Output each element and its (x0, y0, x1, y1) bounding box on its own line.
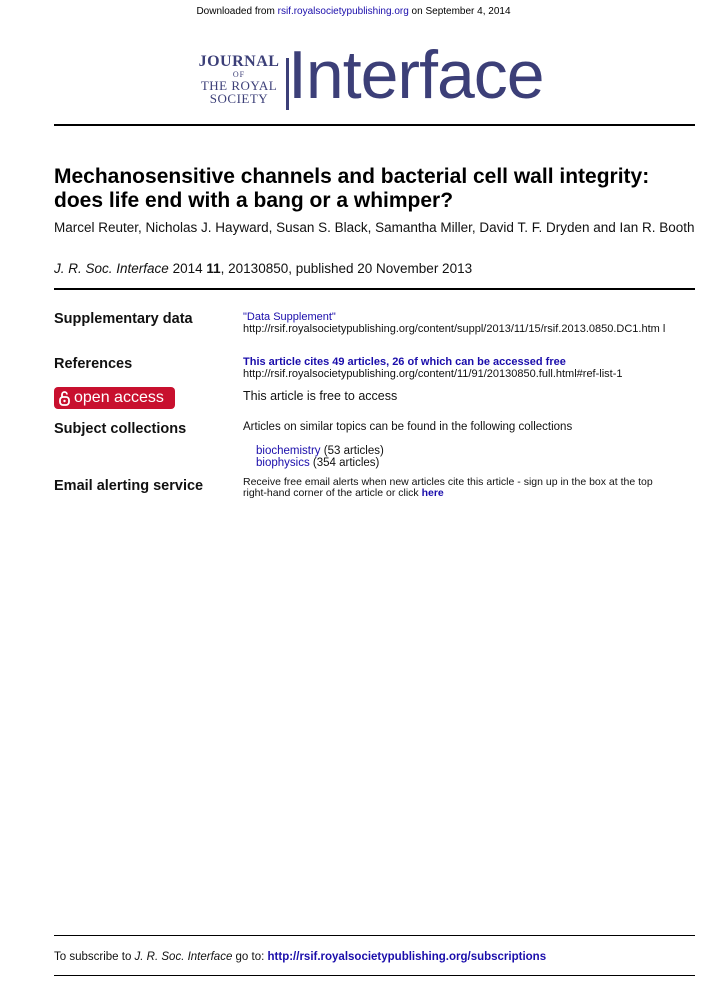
supplementary-url[interactable]: http://rsif.royalsocietypublishing.org/content/suppl/2013/11/15/rsif.2013.0850.DC1.htm l (243, 323, 666, 335)
footer-rule-bottom (54, 975, 695, 976)
references-link[interactable]: This article cites 49 articles, 26 of which can be accessed free (243, 356, 566, 368)
subscriptions-link[interactable]: http://rsif.royalsocietypublishing.org/subscriptions (267, 951, 547, 963)
subscribe-footer: To subscribe to J. R. Soc. Interface go to: http://rsif.royalsocietypublishing.org/subscriptions (54, 951, 547, 963)
collections-label: Subject collections (54, 421, 187, 437)
references-url[interactable]: http://rsif.royalsocietypublishing.org/content/11/91/20130850.full.html#ref-list-1 (243, 368, 623, 380)
collections-list (256, 445, 384, 469)
article-citation: J. R. Soc. Interface 2014 11, 20130850, published 20 November 2013 (54, 261, 473, 276)
alerts-value: Receive free email alerts when new articles cite this article - sign up in the box at the top right-hand corner of the article or click here (243, 476, 653, 499)
collection-link-biophysics[interactable]: biophysics (256, 457, 310, 469)
supplementary-value (243, 311, 698, 335)
references-label: References (54, 356, 133, 372)
footer-rule-top (54, 935, 695, 936)
interface-wordmark: Interface (288, 37, 544, 113)
download-site-link[interactable]: rsif.royalsocietypublishing.org (277, 6, 409, 17)
alerts-label: Email alerting service (54, 478, 204, 494)
free-access-text: This article is free to access (243, 389, 398, 403)
section-rule (54, 288, 695, 290)
journal-logo[interactable] (198, 37, 558, 114)
open-lock-icon (59, 391, 70, 406)
data-supplement-link[interactable]: "Data Supplement" (243, 311, 336, 323)
open-access-badge[interactable]: open access (54, 387, 175, 409)
references-value (243, 356, 698, 380)
alerts-here-link[interactable]: here (421, 487, 444, 499)
collection-link-biochemistry[interactable]: biochemistry (256, 445, 321, 457)
article-authors: Marcel Reuter, Nicholas J. Hayward, Susan S. Black, Samantha Miller, David T. F. Dryden and Ian R. Booth (54, 220, 695, 235)
download-note: Downloaded from rsif.royalsocietypublishing.org on September 4, 2014 (196, 6, 511, 17)
supplementary-label: Supplementary data (54, 311, 193, 327)
article-title: Mechanosensitive channels and bacterial cell wall integrity: does life end with a bang or a whimper? (54, 165, 650, 212)
list-item: biophysics (354 articles) (256, 457, 380, 469)
list-item: biochemistry (53 articles) (256, 445, 384, 457)
header-rule (54, 124, 695, 126)
collections-intro: Articles on similar topics can be found in the following collections (243, 421, 573, 433)
royal-society-logo-text: JOURNAL OF THE ROYAL SOCIETY (198, 53, 280, 106)
